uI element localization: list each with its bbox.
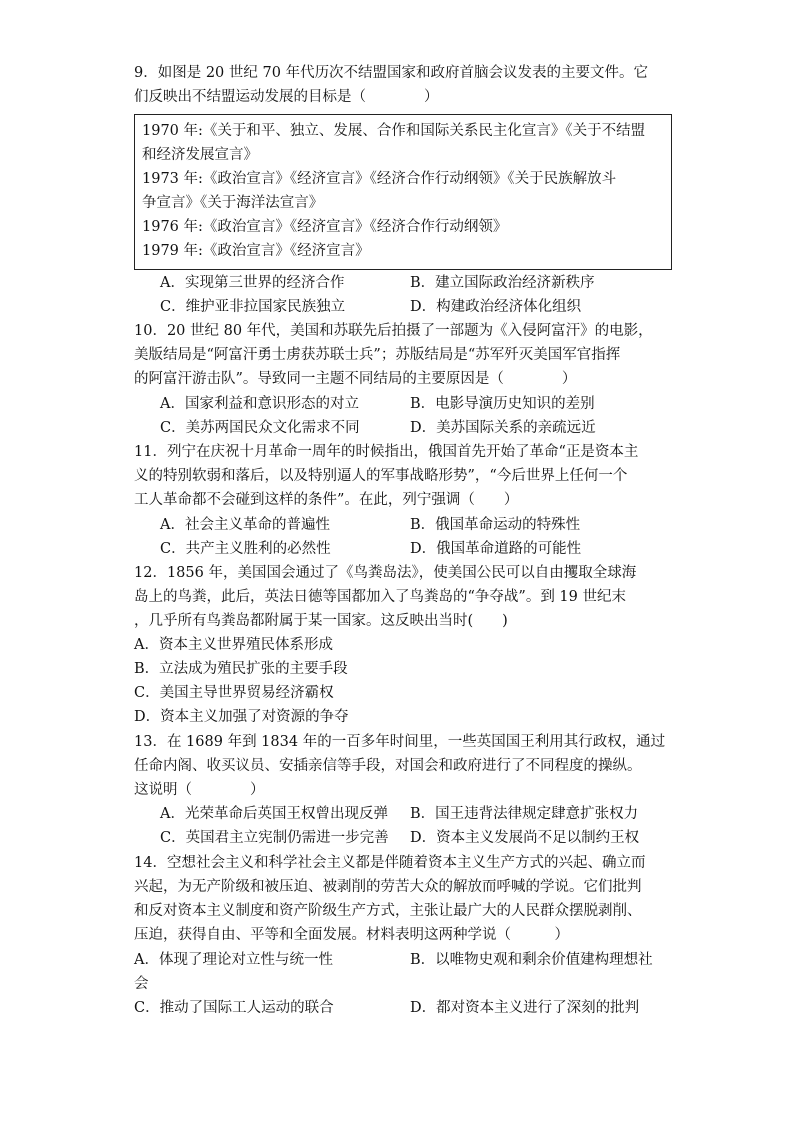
q11-option-a[interactable]: A．社会主义革命的普遍性 <box>160 517 330 533</box>
q10-stem-line-1: 10．20 世纪 80 年代，美国和苏联先后拍摄了一部题为《入侵阿富汗》的电影， <box>134 323 653 339</box>
q14-option-c[interactable]: C．推动了国际工人运动的联合 <box>134 1000 334 1016</box>
q12-stem-line-1: 12．1856 年，美国国会通过了《鸟粪岛法》，使美国公民可以自由攫取全球海 <box>134 565 637 581</box>
q12-option-d[interactable]: D．资本主义加强了对资源的争夺 <box>134 709 349 725</box>
q11-option-d[interactable]: D．俄国革命道路的可能性 <box>410 541 582 557</box>
q13-stem-line-2: 任命内阁、收买议员、安插亲信等手段，对国会和政府进行了不同程度的操纵。 <box>134 758 642 774</box>
q12-option-c[interactable]: C．美国主导世界贸易经济霸权 <box>134 685 334 701</box>
q9-box-line-6: 1979 年:《政治宣言》《经济宣言》 <box>142 243 370 259</box>
q14-stem-line-2: 兴起，为无产阶级和被压迫、被剥削的劳苦大众的解放而呼喊的学说。它们批判 <box>134 879 642 895</box>
q13-option-a[interactable]: A．光荣革命后英国王权曾出现反弹 <box>160 806 388 822</box>
q14-option-a[interactable]: A．体现了理论对立性与统一性 <box>134 952 333 968</box>
q12-stem-line-3: ，几乎所有鸟粪岛都附属于某一国家。这反映出当时( ) <box>134 613 508 629</box>
q9-option-b[interactable]: B．建立国际政治经济新秩序 <box>410 275 595 291</box>
q10-option-a[interactable]: A．国家利益和意识形态的对立 <box>160 396 359 412</box>
q10-stem-line-3: 的阿富汗游击队”。导致同一主题不同结局的主要原因是（ ） <box>134 371 577 387</box>
q9-box-line-3: 1973 年:《政治宣言》《经济宣言》《经济合作行动纲领》《关于民族解放斗 <box>142 171 617 187</box>
q14-option-b-wrap: 会 <box>134 976 149 992</box>
q9-box-line-5: 1976 年:《政治宣言》《经济宣言》《经济合作行动纲领》 <box>142 219 508 235</box>
q11-option-c[interactable]: C．共产主义胜利的必然性 <box>160 541 331 557</box>
q12-option-b[interactable]: B．立法成为殖民扩张的主要手段 <box>134 661 348 677</box>
q12-option-a[interactable]: A．资本主义世界殖民体系形成 <box>134 637 333 653</box>
q14-option-d[interactable]: D．都对资本主义进行了深刻的批判 <box>410 1000 640 1016</box>
q11-stem-line-1: 11．列宁在庆祝十月革命一周年的时候指出，俄国首先开始了革命“正是资本主 <box>134 444 639 460</box>
q10-option-b[interactable]: B．电影导演历史知识的差别 <box>410 396 595 412</box>
q14-stem-line-1: 14．空想社会主义和科学社会主义都是伴随着资本主义生产方式的兴起、确立而 <box>134 855 646 871</box>
q13-stem-line-3: 这说明（ ） <box>134 782 265 798</box>
q9-stem-line-1: 9．如图是 20 世纪 70 年代历次不结盟国家和政府首脑会议发表的主要文件。它 <box>134 65 649 81</box>
q14-stem-line-3: 和反对资本主义制度和资产阶级生产方式，主张让最广大的人民群众摆脱剥削、 <box>134 903 642 919</box>
q12-stem-line-2: 岛上的鸟粪，此后，英法日德等国都加入了鸟粪岛的“争夺战”。到 19 世纪末 <box>134 589 626 605</box>
q14-stem-line-4: 压迫，获得自由、平等和全面发展。材料表明这两种学说（ ） <box>134 927 569 943</box>
q9-option-a[interactable]: A．实现第三世界的经济合作 <box>160 275 345 291</box>
q13-option-b[interactable]: B．国王违背法律规定肆意扩张权力 <box>410 806 639 822</box>
q10-option-c[interactable]: C．美苏两国民众文化需求不同 <box>160 420 360 436</box>
q13-option-c[interactable]: C．英国君主立宪制仍需进一步完善 <box>160 830 389 846</box>
q10-stem-line-2: 美版结局是“阿富汗勇士虏获苏联士兵”；苏版结局是“苏军歼灭美国军官指挥 <box>134 347 621 363</box>
q13-option-d[interactable]: D．资本主义发展尚不足以制约王权 <box>410 830 640 846</box>
q10-option-d[interactable]: D．美苏国际关系的亲疏远近 <box>410 420 596 436</box>
q9-option-c[interactable]: C．维护亚非拉国家民族独立 <box>160 299 346 315</box>
q9-box-line-4: 争宣言》《关于海洋法宣言》 <box>142 195 324 211</box>
q9-box-line-2: 和经济发展宣言》 <box>142 147 258 163</box>
q9-option-d[interactable]: D．构建政治经济体化组织 <box>410 299 582 315</box>
q11-option-b[interactable]: B．俄国革命运动的特殊性 <box>410 517 581 533</box>
q9-box-line-1: 1970 年:《关于和平、独立、发展、合作和国际关系民主化宣言》《关于不结盟 <box>142 123 646 139</box>
q13-stem-line-1: 13．在 1689 年到 1834 年的一百多年时间里，一些英国国王利用其行政权，通过 <box>134 734 666 750</box>
q14-option-b[interactable]: B．以唯物史观和剩余价值建构理想社 <box>410 952 653 968</box>
q9-stem-line-2: 们反映出不结盟运动发展的目标是（ ） <box>134 89 439 105</box>
q11-stem-line-3: 工人革命都不会碰到这样的条件”。在此，列宁强调（ ） <box>134 492 519 508</box>
q11-stem-line-2: 义的特别软弱和落后，以及特别逼人的军事战略形势”，“今后世界上任何一个 <box>134 468 628 484</box>
